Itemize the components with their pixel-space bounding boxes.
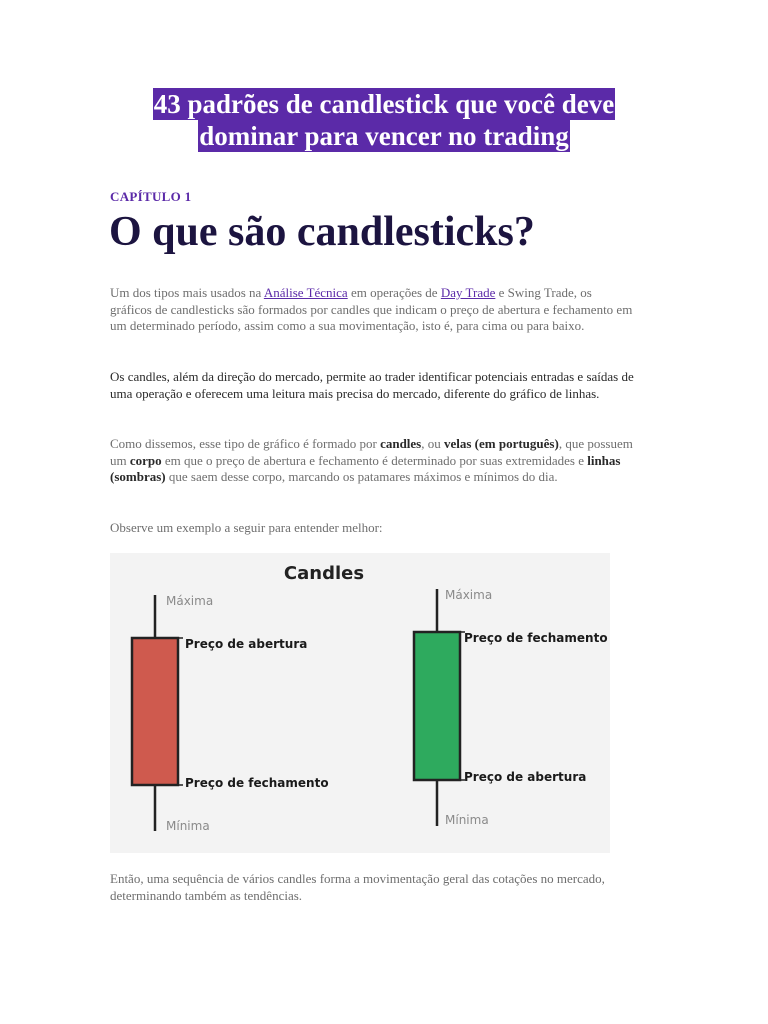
intro-paragraph: Um dos tipos mais usados na Análise Técnica em operações de Day Trade e Swing Trade, os gráficos de candlesticks são formados por candles que indicam o preço de abertura e fechamento em um determinado período, assim como a sua movimentação, isto é, para cima ou para baixo. (110, 285, 633, 334)
candles-figure (110, 553, 610, 853)
red-close-label: Preço de fechamento (185, 776, 329, 790)
conclusion-paragraph: Então, uma sequência de vários candles forma a movimentação geral das cotações no mercado, determinando também as tendências. (110, 871, 605, 903)
red-open-label: Preço de abertura (185, 637, 308, 651)
candles-diagram (110, 553, 610, 853)
analise-tecnica-link[interactable]: Análise Técnica (263, 285, 348, 300)
red-min-label: Mínima (166, 819, 210, 833)
example-intro: Observe um exemplo a seguir para entender melhor: (110, 520, 383, 535)
green-open-label: Preço de abertura (464, 770, 587, 784)
green-close-label: Preço de fechamento (464, 631, 608, 645)
chapter-label: CAPÍTULO 1 (110, 189, 192, 204)
document-title (0, 88, 768, 152)
day-trade-link[interactable]: Day Trade (440, 285, 496, 300)
title-line-1: 43 padrões de candlestick que você deve (153, 89, 615, 119)
figure-title: Candles (283, 563, 365, 584)
green-candle-body (414, 632, 460, 780)
green-max-label: Máxima (445, 588, 493, 602)
title-line-2: dominar para vencer no trading (199, 121, 569, 151)
red-candle-body (132, 638, 178, 785)
red-max-label: Máxima (166, 594, 214, 608)
structure-paragraph: Como dissemos, esse tipo de gráfico é formado por candles, ou velas (em português), que possuem um corpo em que o preço de abertura e fechamento é determinado por suas extremidades e linhas (sombras) que saem desse corpo, marcando os patamares máximos e mínimos do dia. (110, 436, 633, 485)
section-heading: O que são candlesticks? (109, 209, 535, 255)
candles-paragraph: Os candles, além da direção do mercado, permite ao trader identificar potenciais entradas e saídas de uma operação e oferecem uma leitura mais precisa do mercado, diferente do gráfico de linhas. (110, 369, 634, 401)
green-min-label: Mínima (445, 813, 489, 827)
